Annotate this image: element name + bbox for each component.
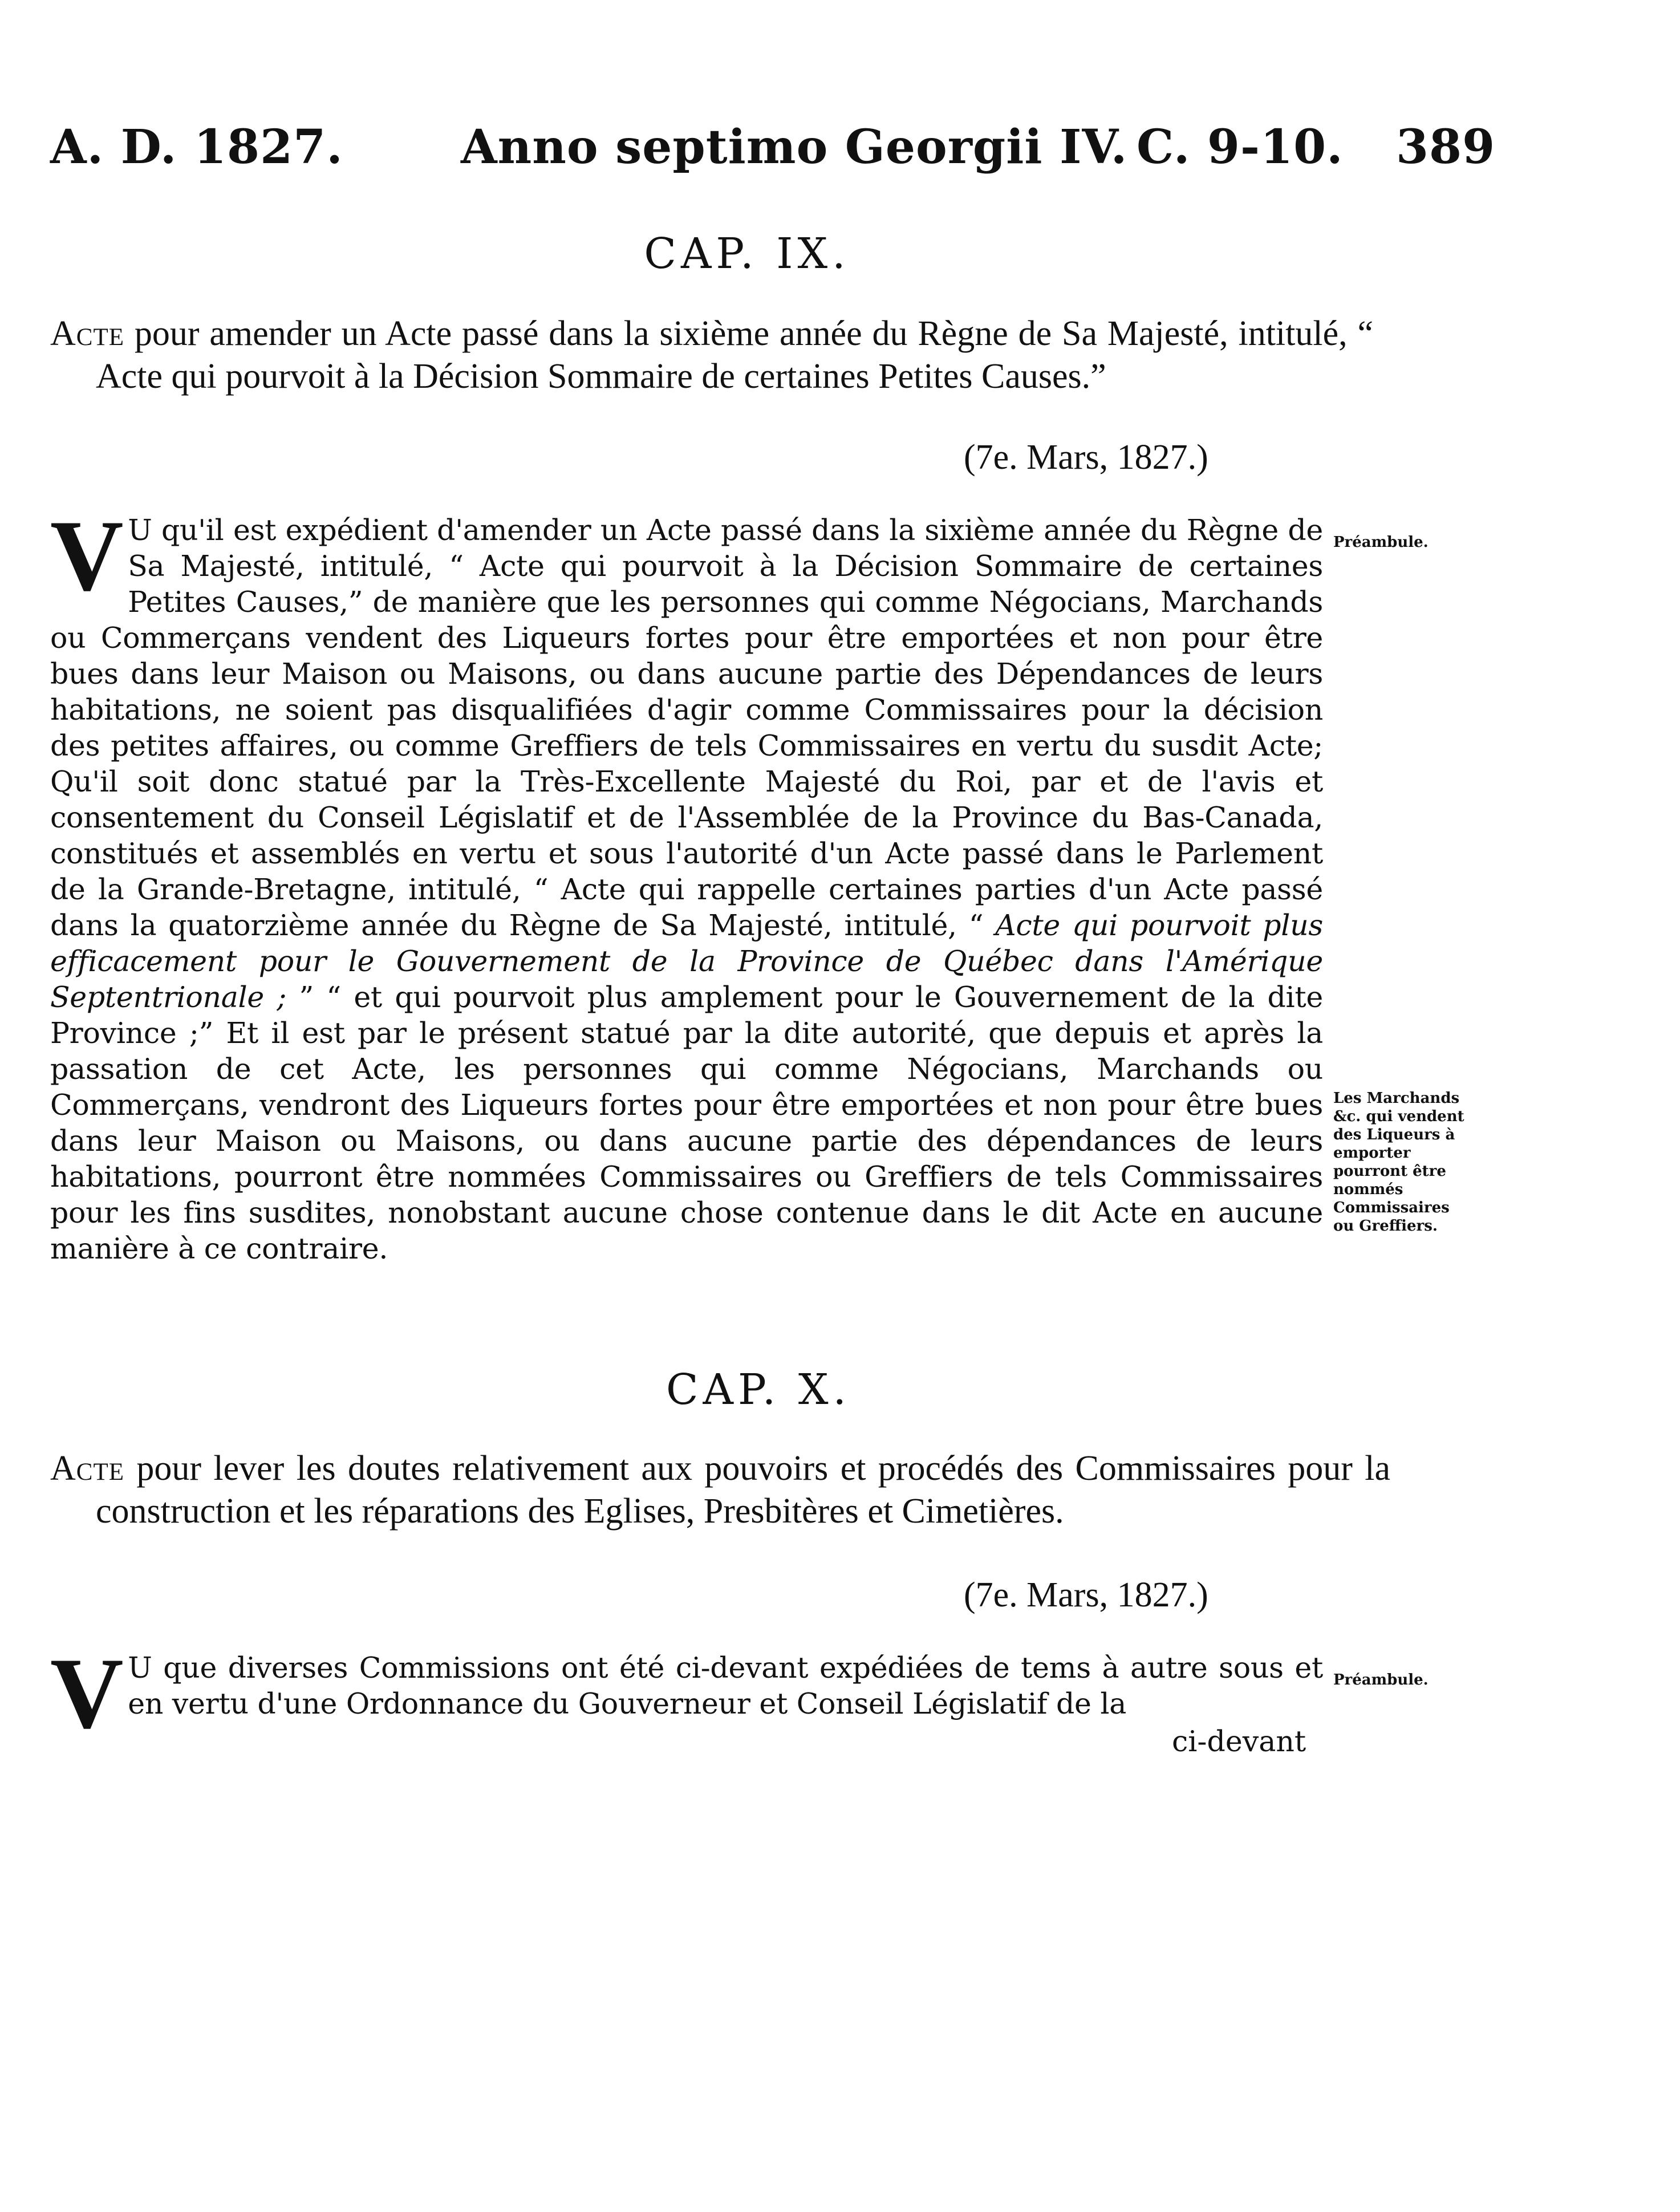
catchword: ci-devant: [1172, 1724, 1306, 1758]
chapter-ix-dropcap: V: [50, 499, 124, 612]
margin-note-preamble-ix: Préambule.: [1333, 534, 1429, 551]
chapter-ix-text-italic: Acte qui pourvoit plus efficacement pour le Gouvernement de la Province de Québec dans l'Amérique Septentrionale ;: [50, 908, 1323, 1014]
chapter-ix-text-part2: ” “ et qui pourvoit plus amplement pour le Gouvernement de la dite Province ;” Et il est par le présent statué par la dite autorité, que depuis et après la passation de cet Acte, les personnes qui comme Négocians, Marchands ou Commerçans, vendront des Liqueurs fortes pour être emportées et non pour être bues dans leur Maison ou Maisons, ou dans aucune partie des dépendances de leurs habitations, pourront être nommées Commissaires ou Greffiers de tels Commissaires pour les fins susdites, nonobstant aucune chose contenue dans le dit Acte en aucune manière à ce contraire.: [50, 980, 1323, 1265]
margin-note-preamble-x: Préambule.: [1333, 1671, 1429, 1689]
chapter-x-dropcap: V: [50, 1637, 124, 1750]
chapter-x-title-lead: Acte: [50, 1449, 124, 1488]
chapter-ix-heading: CAP. IX.: [644, 229, 850, 278]
chapter-ix-date: (7e. Mars, 1827.): [964, 438, 1208, 477]
header-year: A. D. 1827.: [50, 120, 343, 174]
chapter-x-title: [50, 1447, 1390, 1533]
header-reign: Anno septimo Georgii IV.: [461, 120, 1128, 174]
header-chapter: C. 9-10.: [1137, 120, 1344, 174]
chapter-ix-title-lead: Acte: [50, 314, 124, 353]
chapter-x-title-text: pour lever les doutes relativement aux pouvoirs et procédés des Commissaires pour la construction et les réparations des Eglises, Presbitères et Cimetières.: [96, 1449, 1391, 1531]
chapter-ix-title-text: pour amender un Acte passé dans la sixième année du Règne de Sa Majesté, intitulé, “ Acte qui pourvoit à la Décision Sommaire de certaines Petites Causes.”: [96, 314, 1374, 396]
chapter-ix-body: [50, 499, 1323, 1267]
chapter-x-date: (7e. Mars, 1827.): [964, 1576, 1208, 1614]
running-header: [50, 113, 1496, 181]
chapter-x-body: [50, 1637, 1323, 1750]
chapter-ix-title: [50, 312, 1373, 398]
chapter-ix-text-part1: U qu'il est expédient d'amender un Acte passé dans la sixième année du Règne de Sa Majesté, intitulé, “ Acte qui pourvoit à la Décision Sommaire de certaines Petites Causes,” de manière que les personnes qui comme Négocians, Marchands ou Commerçans vendent des Liqueurs fortes pour être emportées et non pour être bues dans leur Maison ou Maisons, ou dans aucune partie des Dépendances de leurs habitations, ne soient pas disqualifiées d'agir comme Commissaires pour la décision des petites affaires, ou comme Greffiers de tels Commissaires en vertu du susdit Acte; Qu'il soit donc statué par la Très-Excellente Majesté du Roi, par et de l'avis et consentement du Conseil Législatif et de l'Assemblée de la Province du Bas-Canada, constitués et assemblés en vertu et sous l'autorité d'un Acte passé dans le Parlement de la Grande-Bretagne, intitulé, “ Acte qui rappelle certaines parties d'un Acte passé dans la quatorzième année du Règne de Sa Majesté, intitulé, “: [50, 513, 1323, 942]
margin-note-marchands: Les Marchands &c. qui vendent des Liqueurs à emporter pourront être nommés Commissaires ou Greffiers.: [1333, 1090, 1464, 1235]
chapter-x-heading: CAP. X.: [665, 1365, 851, 1414]
chapter-x-text: U que diverses Commissions ont été ci-devant expédiées de tems à autre sous et en vertu d'une Ordonnance du Gouverneur et Conseil Législatif de la: [128, 1651, 1323, 1720]
page-number: 389: [1396, 120, 1496, 174]
